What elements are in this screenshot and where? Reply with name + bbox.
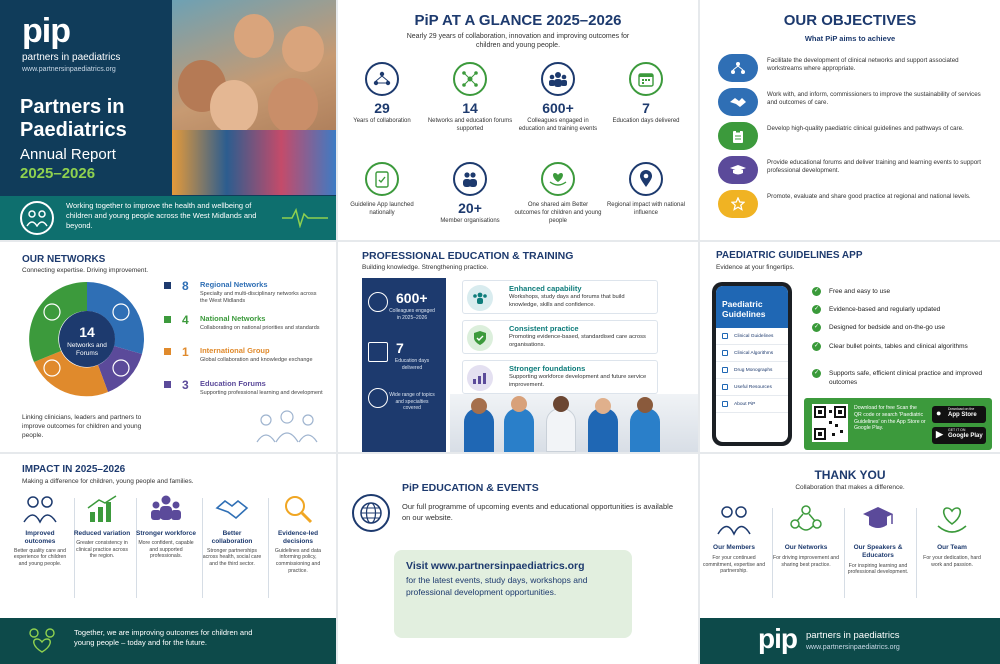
graduation-cap-icon xyxy=(718,156,758,184)
edu-stat xyxy=(368,340,442,380)
thanks-footer xyxy=(700,618,1000,664)
stat-app xyxy=(338,162,426,218)
collaboration-icon xyxy=(215,494,249,524)
play-icon: ▶ xyxy=(936,429,943,439)
cover-panel xyxy=(0,0,336,240)
google-play-button[interactable]: ▶ GET IT ON Google Play xyxy=(932,427,986,444)
impact-item: Reduced variation Greater consistency in clinical practice across the region. xyxy=(72,494,132,560)
objective-item xyxy=(718,88,988,118)
edu-feature xyxy=(462,320,658,354)
download-text: Download for free Scan the QR code or search 'Paediatric Guidelines' on the App Store or Google Play. xyxy=(854,405,926,432)
networks-title: OUR NETWORKS xyxy=(22,254,106,265)
stat-num: 14 xyxy=(462,100,478,116)
edu-stat-label: Education days delivered xyxy=(394,358,430,371)
family-icon xyxy=(20,201,54,235)
impact-item: Evidence-led decisions Guidelines and data informing policy, commissioning and practice. xyxy=(268,494,328,575)
improved-outcomes-icon xyxy=(23,494,57,524)
document-check-icon xyxy=(365,162,399,196)
impact-title: IMPACT IN 2025–2026 xyxy=(22,464,126,475)
objectives-subtitle: What PiP aims to achieve xyxy=(804,34,896,43)
growth-chart-icon xyxy=(467,365,493,391)
network-hands-icon xyxy=(789,504,823,536)
star-icon xyxy=(718,190,758,218)
speaker-cap-icon xyxy=(861,504,895,536)
network-desc: Global collaboration and knowledge exchange xyxy=(200,357,313,363)
events-callout xyxy=(394,550,632,638)
objective-text: Work with, and inform, commissioners to improve the sustainability of services and outcomes of care. xyxy=(767,91,981,107)
stat-label: Education days delivered xyxy=(612,118,680,124)
download-banner xyxy=(804,398,992,450)
network-name: Regional Networks xyxy=(200,280,268,289)
edu-feature-title: Enhanced capability xyxy=(509,284,582,293)
professional-education-panel xyxy=(338,242,698,452)
network-count: 8 xyxy=(182,279,189,293)
impact-item: Stronger workforce More confident, capable and supported professionals. xyxy=(136,494,196,560)
glance-intro: Nearly 29 years of collaboration, innovation and improving outcomes for children and young people. xyxy=(406,33,630,50)
impact-footer-text: Together, we are improving outcomes for children and young people – today and for the future. xyxy=(74,628,253,648)
mission-text: Working together to improve the health and wellbeing of children and young people across the West Midlands and beyond. xyxy=(66,201,257,231)
stat-members xyxy=(426,162,514,226)
stat-num: 20+ xyxy=(458,200,482,216)
hub-icon xyxy=(453,62,487,96)
edu-stat-num: 600+ xyxy=(396,290,428,306)
check-icon: ✓ xyxy=(813,343,820,349)
award-icon xyxy=(368,388,388,408)
community-icon xyxy=(24,626,60,656)
phone-menu-item[interactable]: Drug Monographs xyxy=(716,362,788,379)
thanks-item: Our Networks For driving improvement and sharing best practice. xyxy=(772,504,840,568)
members-icon xyxy=(717,504,751,536)
edu-feature-desc: Workshops, study days and forums that build knowledge, skills and confidence. xyxy=(509,294,625,308)
edu-feature-desc: Promoting evidence-based, standardised care across organisations. xyxy=(509,334,646,348)
stat-label: Years of collaboration xyxy=(353,118,411,124)
impact-item: Better collaboration Stronger partnerships across health, social care and the third sector. xyxy=(202,494,262,568)
impact-subtitle: Making a difference for children, young people and families. xyxy=(22,478,194,485)
bar-chart-icon xyxy=(85,494,119,524)
networks-panel xyxy=(0,242,336,452)
report-title: Partners in Paediatrics xyxy=(20,96,127,141)
edu-stat-num: 7 xyxy=(396,340,404,356)
brand-name: partners in paediatrics xyxy=(806,630,900,641)
phone-menu-item[interactable]: About PiP xyxy=(716,396,788,413)
thanks-item: Our Members For your continued commitment, expertise and partnership. xyxy=(700,504,768,575)
donut-center-number: 14 xyxy=(79,324,95,340)
stat-label: Networks and education forums supported xyxy=(427,118,513,132)
stat-label: Regional impact with national influence xyxy=(606,202,686,216)
edu-feature xyxy=(462,360,658,394)
impact-item: Improved outcomes Better quality care and experience for children and young people. xyxy=(10,494,70,568)
stat-regional xyxy=(602,162,690,218)
impact-panel xyxy=(0,454,336,664)
person-icon xyxy=(368,292,388,312)
app-store-button[interactable]: ● Download on the App Store xyxy=(932,406,986,423)
network-name: Education Forums xyxy=(200,379,266,388)
guidelines-app-panel: PAEDIATRIC GUIDELINES APP Evidence at your fingertips. Paediatric Guidelines Clinical Guidelines Clinical Algorithms Drug Monographs Useful Resources About PiP ✓ Free and easy to use ✓ Evidence-based and regularly updated ✓ Designed for bedside and on-the-go use ✓ Clear bullet points, tables and clinical algorithms ✓ Supports safe, efficient clinical practice and improved outcomes Download for free Scan the QR code or search 'Paediatric Guidelines' on the App Store or Google Play. ● Download on the App Store ▶ GET IT ON Google Play xyxy=(700,242,1000,452)
objective-text: Provide educational forums and deliver training and learning events to support professional development. xyxy=(767,159,981,175)
network-count: 3 xyxy=(182,378,189,392)
clipboard-icon xyxy=(718,122,758,150)
check-icon: ✓ xyxy=(813,370,820,376)
edu-stat xyxy=(368,290,442,330)
glance-panel xyxy=(338,0,698,240)
thanks-item: Our Team For your dedication, hard work and passion. xyxy=(918,504,986,568)
group-icon xyxy=(541,62,575,96)
check-icon: ✓ xyxy=(813,288,820,294)
network-people-icon xyxy=(365,62,399,96)
heartbeat-icon xyxy=(282,206,328,228)
objectives-panel xyxy=(700,0,1000,240)
workforce-icon xyxy=(149,494,183,524)
network-count: 4 xyxy=(182,313,189,327)
objective-text: Develop high-quality paediatric clinical guidelines and pathways of care. xyxy=(767,125,964,132)
apple-icon: ● xyxy=(936,408,942,418)
edu-feature xyxy=(462,280,658,314)
prof-edu-title: PROFESSIONAL EDUCATION & TRAINING xyxy=(362,250,574,262)
children-photo xyxy=(172,0,336,195)
thanks-item: Our Speakers & Educators For inspiring learning and professional development. xyxy=(844,504,912,576)
edu-stats-box xyxy=(362,278,446,452)
objective-item xyxy=(718,54,988,84)
thanks-subtitle: Collaboration that makes a difference. xyxy=(795,484,905,491)
edu-feature-title: Consistent practice xyxy=(509,324,579,333)
donut-center-label: Networks and Forums xyxy=(67,342,107,358)
network-count: 1 xyxy=(182,345,189,359)
pip-logo: pip xyxy=(758,623,797,654)
stat-label: One shared aim Better outcomes for children and young people xyxy=(514,202,602,224)
stat-label: Colleagues engaged in education and training events xyxy=(518,118,598,132)
events-text: Our full programme of upcoming events and educational opportunities is available on our website. xyxy=(402,502,673,522)
stat-num: 600+ xyxy=(542,100,574,116)
report-subtitle: Annual Report xyxy=(20,146,116,163)
edu-feature-desc: Supporting workforce development and future service improvement. xyxy=(509,374,647,388)
edu-feature-title: Stronger foundations xyxy=(509,364,586,373)
magnifier-icon xyxy=(281,494,315,524)
check-icon: ✓ xyxy=(813,324,820,330)
glance-title: PiP AT A GLANCE 2025–2026 xyxy=(414,12,622,29)
people-icon xyxy=(453,162,487,196)
stat-label: Member organisations xyxy=(440,218,500,224)
objective-text: Promote, evaluate and share good practice at regional and national levels. xyxy=(767,193,971,200)
networks-subtitle: Connecting expertise. Driving improvement. xyxy=(22,267,149,274)
objectives-title: OUR OBJECTIVES xyxy=(783,12,917,29)
handshake-icon xyxy=(718,88,758,116)
objective-text: Facilitate the development of clinical networks and support associated workstreams where appropriate. xyxy=(767,57,959,73)
events-website-link[interactable]: Visit www.partnersinpaediatrics.org xyxy=(406,560,585,572)
objective-item xyxy=(718,122,988,152)
globe-icon xyxy=(352,494,390,532)
stat-years xyxy=(338,62,426,126)
calendar-icon xyxy=(368,342,388,362)
check-icon: ✓ xyxy=(813,306,820,312)
app-title: PAEDIATRIC GUIDELINES APP xyxy=(716,250,863,261)
stat-num: 7 xyxy=(642,100,650,116)
phone-mockup xyxy=(712,282,792,446)
calendar-icon xyxy=(629,62,663,96)
pip-logo: pip xyxy=(22,12,70,50)
objective-item xyxy=(718,156,988,186)
network-icon xyxy=(718,54,758,82)
clinicians-photo xyxy=(450,394,698,452)
brand-name: partners in paediatrics xyxy=(22,52,121,63)
thank-you-panel xyxy=(700,454,1000,664)
objective-item xyxy=(718,190,988,220)
shield-check-icon xyxy=(467,325,493,351)
people-outline-icon xyxy=(254,408,320,444)
app-subtitle: Evidence at your fingertips. xyxy=(716,264,795,271)
network-name: International Group xyxy=(200,346,270,355)
impact-footer xyxy=(0,618,336,664)
network-desc: Supporting professional learning and development xyxy=(200,390,323,396)
edu-stat-label: Wide range of topics and specialties covered xyxy=(389,392,435,411)
network-desc: Collaborating on national priorities and standards xyxy=(200,325,320,331)
phone-menu-item[interactable]: Useful Resources xyxy=(716,379,788,396)
stat-num: 29 xyxy=(374,100,390,116)
stat-label: Guideline App launched nationally xyxy=(350,202,414,216)
network-desc: Specialty and multi-disciplinary networks across the West Midlands xyxy=(200,291,317,305)
events-panel xyxy=(338,454,698,664)
phone-menu-item[interactable]: Clinical Algorithms xyxy=(716,345,788,362)
phone-menu-item[interactable]: Clinical Guidelines xyxy=(716,328,788,345)
team-heart-icon xyxy=(935,504,969,536)
stat-colleagues xyxy=(514,62,602,134)
edu-stat-label: Colleagues engaged in 2025–2026 xyxy=(389,308,435,321)
thanks-title: THANK YOU xyxy=(814,468,886,482)
report-year: 2025–2026 xyxy=(20,165,96,182)
location-pin-icon xyxy=(629,162,663,196)
events-title: PiP EDUCATION & EVENTS xyxy=(402,482,539,494)
website-url[interactable]: www.partnersinpaediatrics.org xyxy=(806,644,900,651)
group-icon xyxy=(467,285,493,311)
stat-networks xyxy=(426,62,514,134)
stat-shared-aim xyxy=(514,162,602,225)
network-name: National Networks xyxy=(200,314,266,323)
stat-education-days xyxy=(602,62,690,126)
events-callout-text: for the latest events, study days, workshops and professional development opportunities. xyxy=(406,575,588,598)
prof-edu-subtitle: Building knowledge. Strengthening practice. xyxy=(362,264,489,271)
networks-footer: Linking clinicians, leaders and partners to improve outcomes for children and young people. xyxy=(22,414,142,439)
qr-code[interactable] xyxy=(812,404,848,442)
phone-screen xyxy=(716,286,788,442)
edu-stat xyxy=(368,386,442,442)
heart-hands-icon xyxy=(541,162,575,196)
website-url[interactable]: www.partnersinpaediatrics.org xyxy=(22,66,116,73)
phone-app-title: Paediatric Guidelines xyxy=(716,286,788,328)
